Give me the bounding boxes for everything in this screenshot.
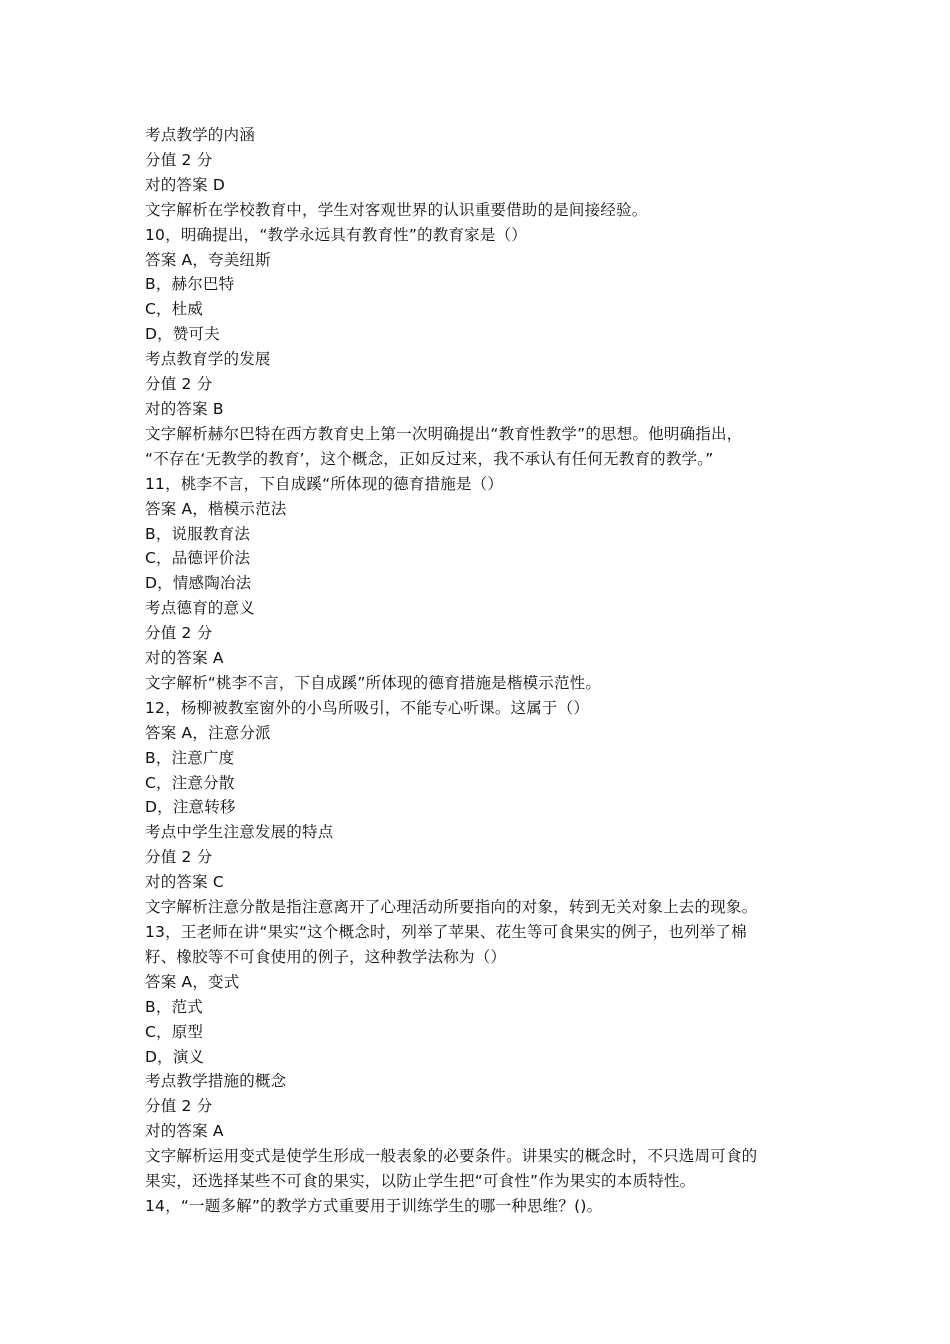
correct-answer-line: 对的答案 B bbox=[145, 399, 224, 418]
score-line: 分值 2 分 bbox=[145, 848, 213, 867]
option-b: B，说服教育法 bbox=[145, 524, 251, 543]
score-line: 分值 2 分 bbox=[145, 624, 213, 643]
score-line: 分值 2 分 bbox=[145, 1097, 213, 1116]
explanation-line: 文字解析“桃李不言，下自成蹊”所体现的德育措施是楷模示范性。 bbox=[145, 673, 602, 692]
explanation-line: “不存在‘无教学的教育’，这个概念，正如反过来，我不承认有任何无教育的教学。” bbox=[145, 449, 714, 468]
option-a: 答案 A，变式 bbox=[145, 972, 240, 991]
question-12: 12，杨柳被教室窗外的小鸟所吸引，不能专心听课。这属于（） bbox=[145, 698, 590, 717]
topic-line: 考点教学的内涵 bbox=[145, 126, 255, 144]
option-b: B，赫尔巴特 bbox=[145, 275, 235, 294]
question-10: 10，明确提出，“教学永远具有教育性”的教育家是（） bbox=[145, 225, 527, 244]
topic-line: 考点教育学的发展 bbox=[145, 350, 271, 369]
question-14: 14，“一题多解”的教学方式重要用于训练学生的哪一种思维？()。 bbox=[145, 1196, 603, 1215]
score-line: 分值 2 分 bbox=[145, 150, 213, 169]
option-b: B，范式 bbox=[145, 997, 203, 1016]
topic-line: 考点德育的意义 bbox=[145, 599, 255, 618]
option-d: D，演义 bbox=[145, 1047, 205, 1066]
option-b: B，注意广度 bbox=[145, 748, 235, 767]
score-line: 分值 2 分 bbox=[145, 375, 213, 394]
option-d: D，注意转移 bbox=[145, 798, 236, 817]
option-c: C，原型 bbox=[145, 1022, 204, 1041]
correct-answer-line: 对的答案 D bbox=[145, 175, 226, 194]
correct-answer-line: 对的答案 A bbox=[145, 1122, 224, 1141]
question-13: 13，王老师在讲“果实“这个概念时，列举了苹果、花生等可食果实的例子，也列举了棉 bbox=[145, 923, 747, 941]
explanation-line: 文字解析运用变式是使学生形成一般表象的必要条件。讲果实的概念时，不只选周可食的 bbox=[145, 1147, 758, 1166]
option-a: 答案 A，注意分派 bbox=[145, 723, 271, 742]
correct-answer-line: 对的答案 C bbox=[145, 873, 224, 892]
topic-line: 考点教学措施的概念 bbox=[145, 1072, 287, 1091]
option-d: D，情感陶冶法 bbox=[145, 574, 252, 593]
explanation-line: 文字解析在学校教育中，学生对客观世界的认识重要借助的是间接经验。 bbox=[145, 200, 648, 219]
option-c: C，杜威 bbox=[145, 300, 204, 319]
option-a: 答案 A，夸美纽斯 bbox=[145, 250, 271, 269]
explanation-line: 文字解析注意分散是指注意离开了心理活动所要指向的对象，转到无关对象上去的现象。 bbox=[145, 898, 758, 917]
topic-line: 考点中学生注意发展的特点 bbox=[145, 823, 334, 842]
explanation-line: 文字解析赫尔巴特在西方教育史上第一次明确提出“教育性教学”的思想。他明确指出， bbox=[145, 424, 743, 443]
document-body bbox=[145, 123, 805, 1219]
option-d: D，赞可夫 bbox=[145, 325, 220, 344]
question-11: 11，桃李不言，下自成蹊“所体现的德育措施是（） bbox=[145, 474, 504, 493]
question-13-continued: 籽、橡胶等不可食使用的例子，这种教学法称为（） bbox=[145, 947, 507, 966]
option-c: C，注意分散 bbox=[145, 773, 235, 792]
option-a: 答案 A，楷模示范法 bbox=[145, 499, 287, 518]
explanation-line: 果实，还选择某些不可食的果实，以防止学生把“可食性”作为果实的本质特性。 bbox=[145, 1172, 696, 1191]
option-c: C，品德评价法 bbox=[145, 549, 251, 568]
correct-answer-line: 对的答案 A bbox=[145, 649, 224, 668]
